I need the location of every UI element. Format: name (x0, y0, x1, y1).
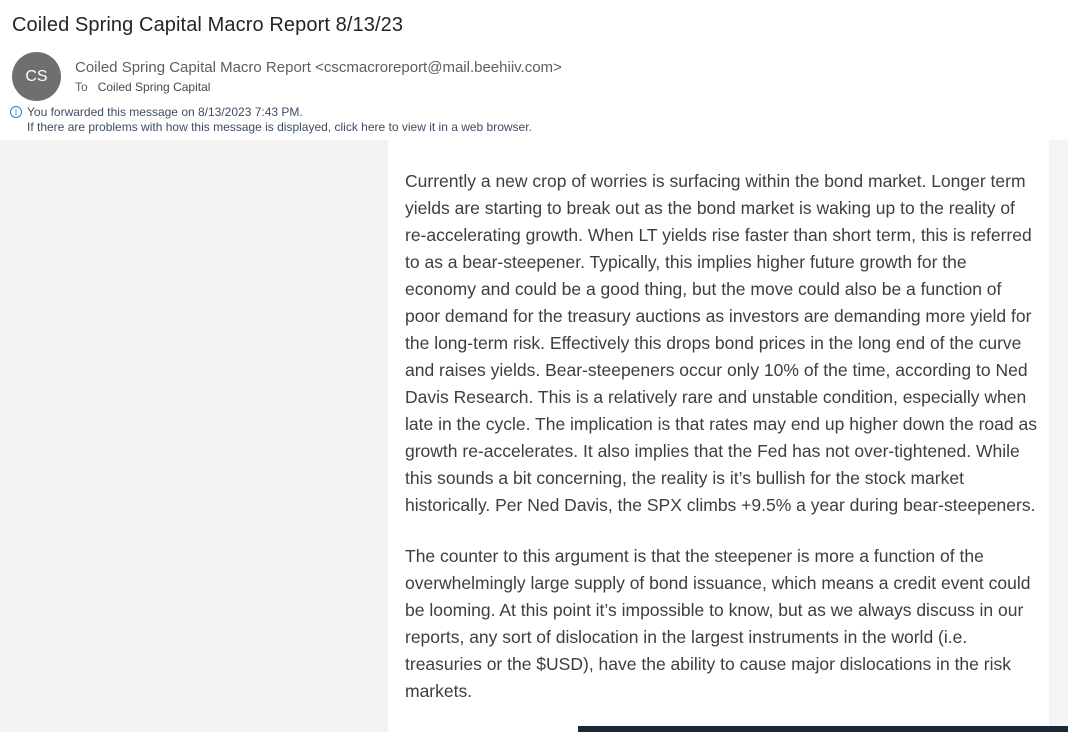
display-problems-text (27, 120, 532, 134)
info-icon: i (10, 106, 22, 118)
message-header (0, 0, 1068, 140)
email-text (405, 168, 1039, 705)
bottom-window-edge (578, 726, 1068, 732)
body-left-margin (0, 140, 388, 732)
view-in-browser-link[interactable]: click here (334, 120, 386, 134)
sender-address[interactable]: Coiled Spring Capital Macro Report <cscmacroreport@mail.beehiiv.com> (75, 59, 562, 76)
message-subject: Coiled Spring Capital Macro Report 8/13/23 (12, 14, 404, 36)
paragraph-bear-steepener: Currently a new crop of worries is surfacing within the bond market. Longer term yields are starting to break out as the bond market is waking up to the reality of re-accelerating growth. When LT yields rise faster than short term, this is referred to as a bear-steepener. Typically, this implies higher future growth for the economy and could be a good thing, but the move could also be a function of poor demand for the treasury auctions as investors are demanding more yield for the long-term risk. Effectively this drops bond prices in the long end of the curve and raises yields. Bear-steepeners occur only 10% of the time, according to Ned Davis Research. This is a relatively rare and unstable condition, especially when late in the cycle. The implication is that rates may end up higher down the road as growth re-accelerates. It also implies that the Fed has not over-tightened. While this sounds a bit concerning, the reality is it’s bullish for the stock market historically. Per Ned Davis, the SPX climbs +9.5% a year during bear-steepeners. (405, 171, 1037, 515)
email-content (388, 140, 1049, 732)
paragraph-counter-argument: The counter to this argument is that the steepener is more a function of the overwhelmingly large supply of bond issuance, which means a credit event could be looming. At this point it’s impossible to know, but as we always discuss in our reports, any sort of dislocation in the largest instruments in the world (i.e. treasuries or the $USD), have the ability to cause major dislocations in the risk markets. (405, 546, 1031, 701)
recipient-row (75, 80, 210, 94)
display-problems-prefix: If there are problems with how this message is displayed, (27, 120, 335, 134)
message-body-pane (0, 140, 1068, 732)
forwarded-status-text: You forwarded this message on 8/13/2023 7:43 PM. (27, 105, 303, 119)
display-problems-suffix: to view it in a web browser. (385, 120, 532, 134)
sender-avatar[interactable]: CS (12, 52, 61, 101)
to-label: To (75, 80, 88, 94)
vertical-scrollbar-track[interactable] (1049, 140, 1068, 732)
recipient-name[interactable]: Coiled Spring Capital (97, 80, 211, 94)
forward-infobar (10, 105, 532, 134)
